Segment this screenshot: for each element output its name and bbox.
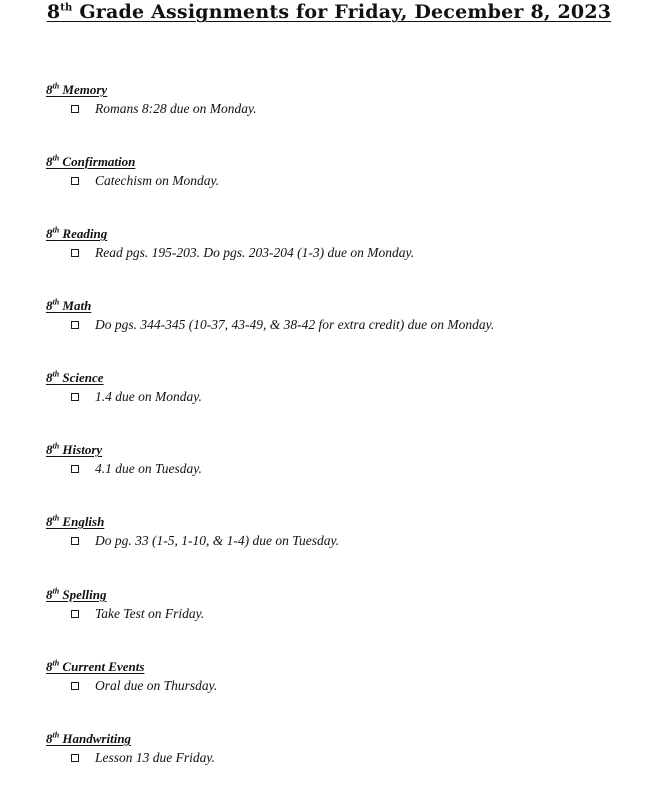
- assignment-text: Lesson 13 due Friday.: [95, 750, 215, 765]
- list-item: [46, 749, 646, 767]
- assignment-text: 4.1 due on Tuesday.: [95, 461, 202, 476]
- section-reading: [46, 226, 646, 262]
- checkbox-icon: [71, 249, 79, 257]
- section-handwriting: [46, 731, 646, 767]
- list-item: [46, 244, 646, 262]
- section-math: [46, 298, 646, 334]
- section-heading: 8th English: [46, 513, 105, 529]
- checkbox-icon: [71, 393, 79, 401]
- section-spelling: [46, 587, 646, 623]
- checkbox-icon: [71, 610, 79, 618]
- section-heading: 8th Memory: [46, 81, 108, 97]
- list-item: [46, 316, 646, 334]
- checkbox-icon: [71, 177, 79, 185]
- assignment-text: 1.4 due on Monday.: [95, 389, 202, 404]
- list-item: [46, 460, 646, 478]
- list-item: [46, 100, 646, 118]
- section-science: [46, 370, 646, 406]
- section-english: [46, 514, 646, 550]
- assignment-text: Do pg. 33 (1-5, 1-10, & 1-4) due on Tuesday.: [95, 533, 340, 548]
- assignment-text: Oral due on Thursday.: [95, 678, 218, 693]
- section-current-events: [46, 659, 646, 695]
- assignment-text: Read pgs. 195-203. Do pgs. 203-204 (1-3) due on Monday.: [95, 245, 415, 260]
- page-title-text: 8th Grade Assignments for Friday, December 8, 2023: [46, 1, 612, 23]
- section-heading: 8th Handwriting: [46, 730, 132, 746]
- checkbox-icon: [71, 321, 79, 329]
- section-heading: 8th Spelling: [46, 586, 107, 602]
- assignment-text: Do pgs. 344-345 (10-37, 43-49, & 38-42 for extra credit) due on Monday.: [95, 317, 495, 332]
- section-memory: [46, 82, 646, 118]
- assignment-text: Take Test on Friday.: [95, 606, 205, 621]
- page-title: [0, 0, 658, 24]
- section-heading: 8th Math: [46, 297, 92, 313]
- checkbox-icon: [71, 754, 79, 762]
- assignment-text: Romans 8:28 due on Monday.: [95, 101, 257, 116]
- section-heading: 8th Confirmation: [46, 153, 136, 169]
- checkbox-icon: [71, 465, 79, 473]
- list-item: [46, 605, 646, 623]
- section-heading: 8th Reading: [46, 225, 108, 241]
- section-heading: 8th Science: [46, 369, 104, 385]
- section-heading: 8th Current Events: [46, 658, 145, 674]
- assignment-text: Catechism on Monday.: [95, 173, 220, 188]
- list-item: [46, 532, 646, 550]
- list-item: [46, 677, 646, 695]
- list-item: [46, 388, 646, 406]
- section-confirmation: [46, 154, 646, 190]
- section-history: [46, 442, 646, 478]
- section-heading: 8th History: [46, 441, 103, 457]
- list-item: [46, 172, 646, 190]
- checkbox-icon: [71, 105, 79, 113]
- checkbox-icon: [71, 537, 79, 545]
- checkbox-icon: [71, 682, 79, 690]
